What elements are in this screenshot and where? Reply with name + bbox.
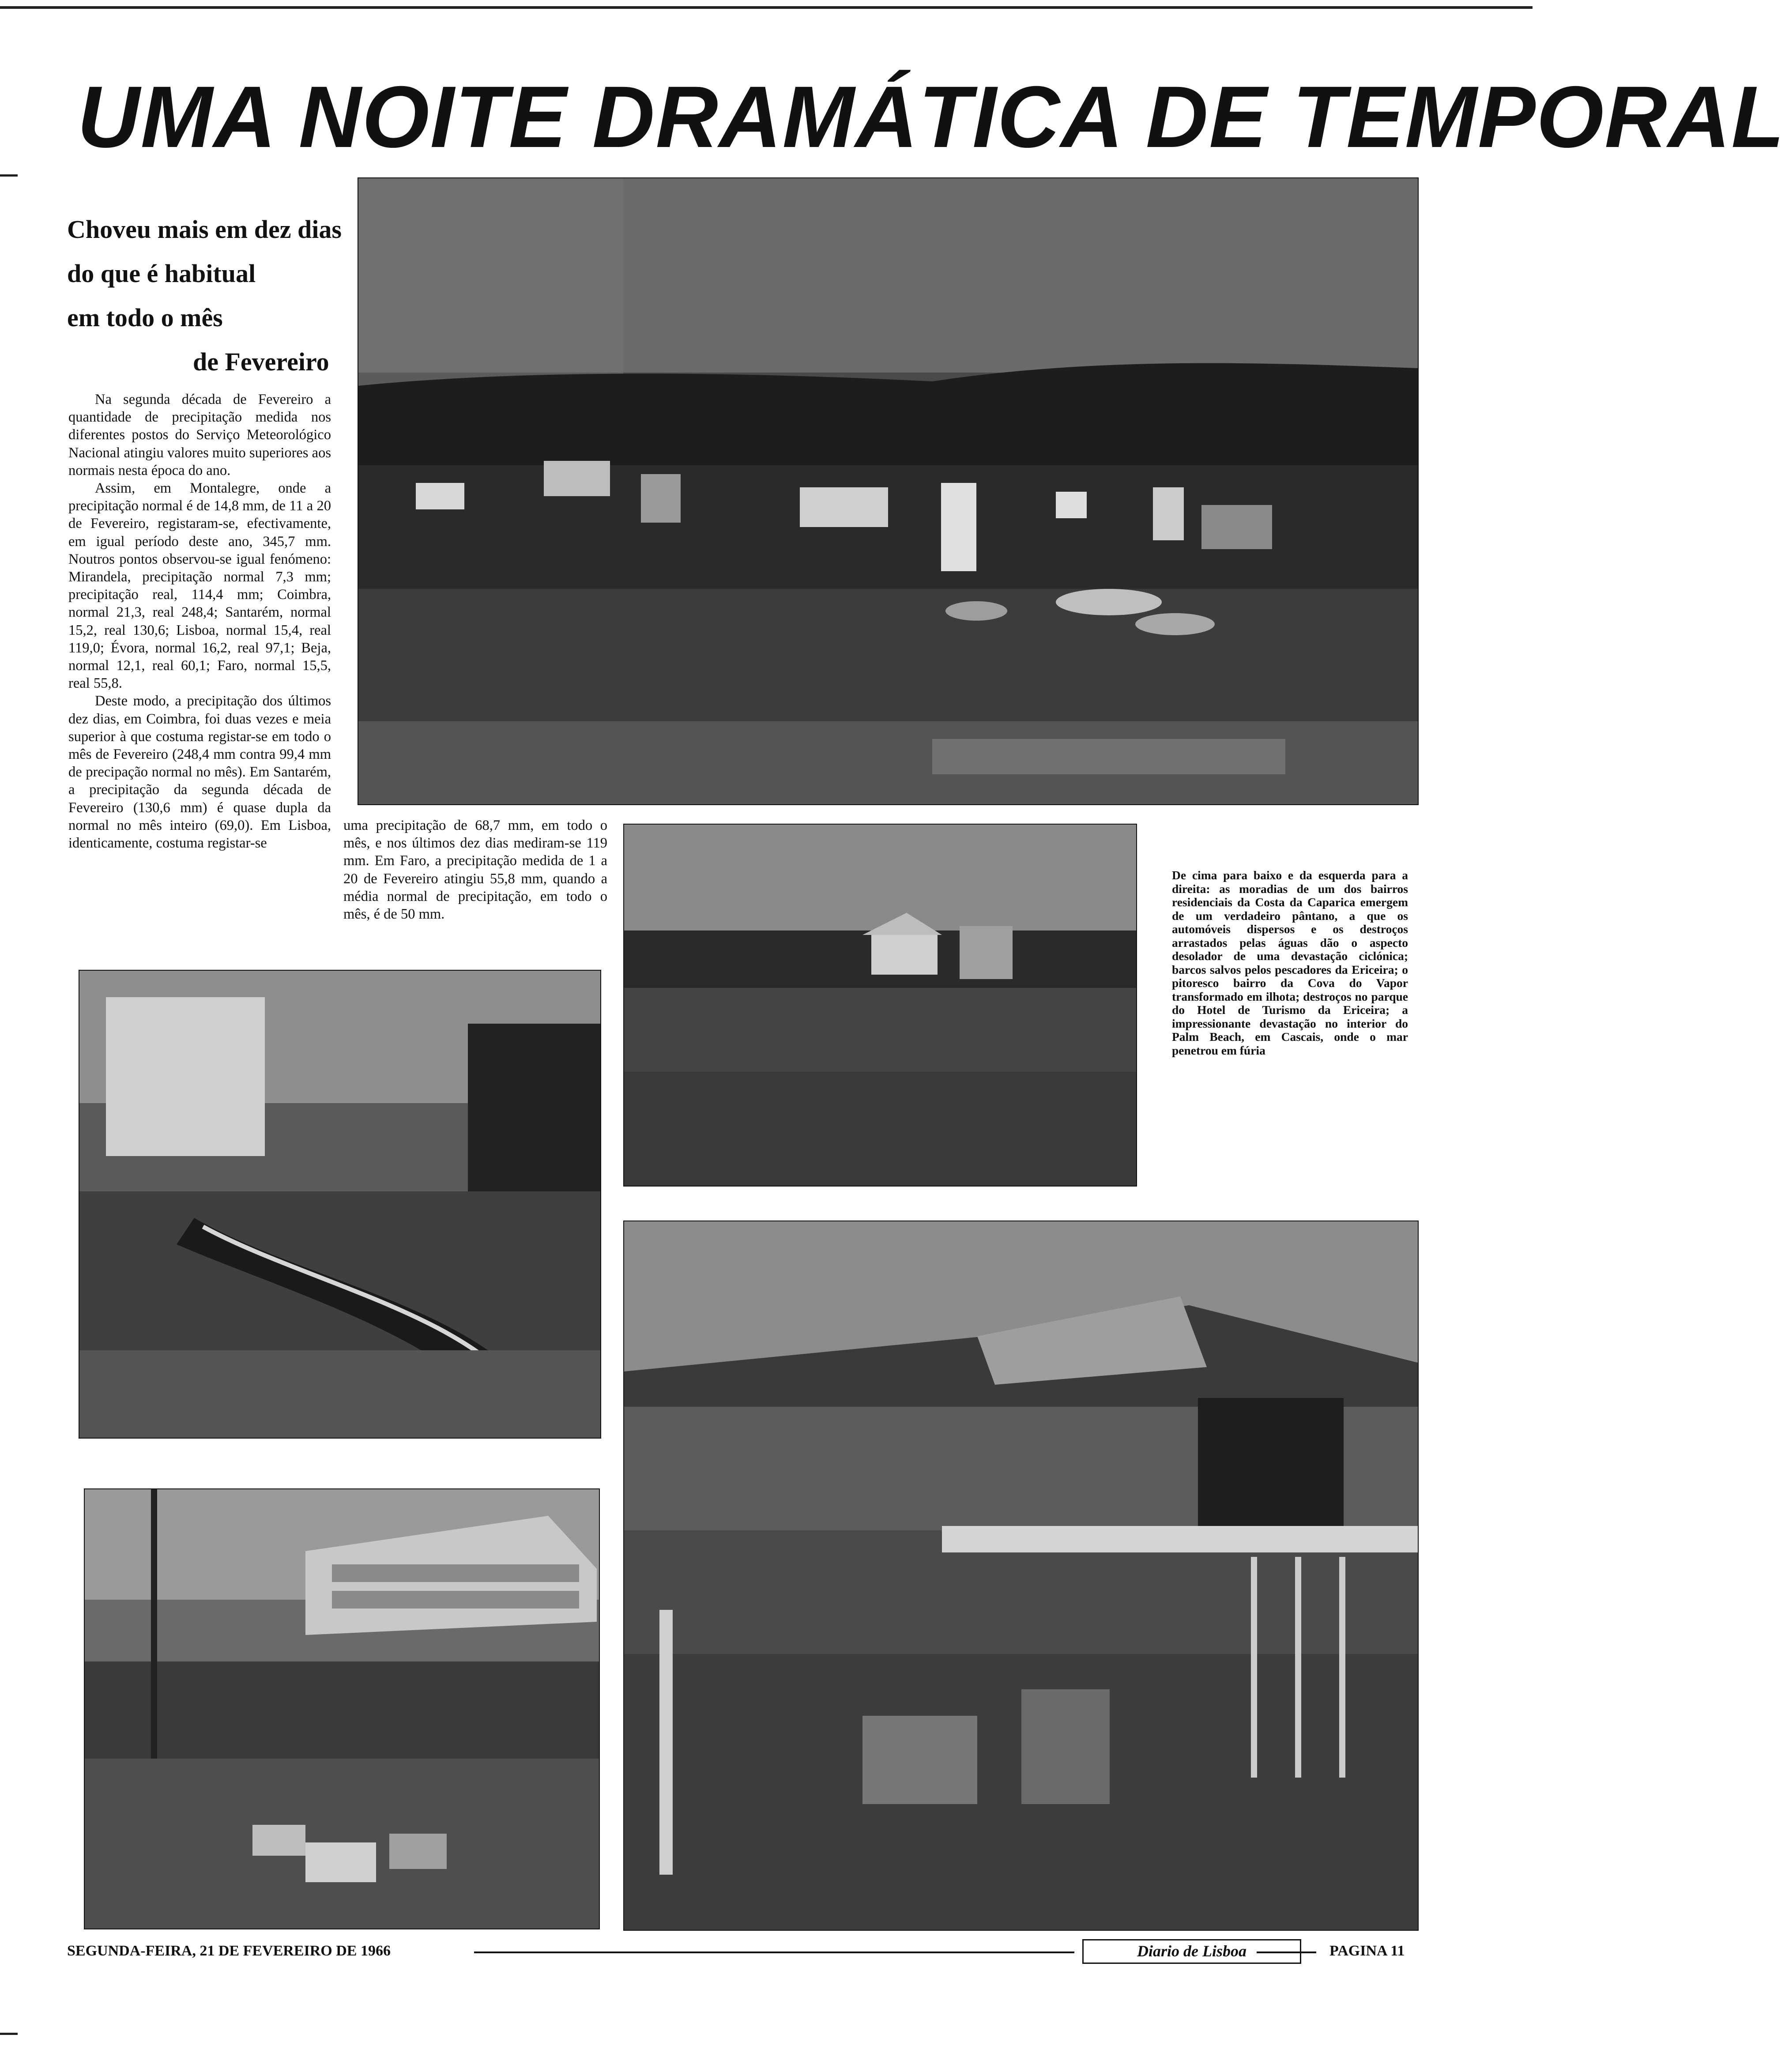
- article-paragraph: Assim, em Montalegre, onde a precipitação normal é de 14,8 mm, de 11 a 20 de Fevereiro, registaram-se, efectivamente, em igual período deste ano, 345,7 mm. Noutros pontos observou-se igual fenómeno: Mirandela, precipitação normal 7,3 mm; precipitação real, 114,4 mm; Coimbra, normal 21,3, real 248,4; Santarém, normal 15,2, real 130,6; Lisboa, normal 15,4, real 119,0; Évora, normal 16,2, real 97,1; Beja, normal 12,1, real 60,1; Faro, normal 15,5, real 55,8.: [68, 480, 331, 692]
- page-number: PAGINA 11: [1329, 1943, 1405, 1959]
- margin-mark: [0, 174, 18, 177]
- subhead-line: Choveu mais em dez dias: [67, 215, 342, 244]
- photo-palm-beach: [623, 1221, 1419, 1931]
- article-column-1: [68, 391, 331, 852]
- photo-cova-do-vapor: [623, 824, 1137, 1187]
- photo-hotel-ericeira: [84, 1488, 600, 1929]
- margin-mark: [0, 2033, 18, 2035]
- publication-date: SEGUNDA-FEIRA, 21 DE FEVEREIRO DE 1966: [67, 1943, 391, 1959]
- subhead-line: em todo o mês: [67, 303, 223, 332]
- photo-flooded-houses-image: [358, 178, 1418, 804]
- top-border: [0, 6, 1533, 9]
- headline: UMA NOITE DRAMÁTICA DE TEMPORAL: [77, 68, 1785, 166]
- footer-rule: [474, 1951, 1074, 1953]
- photo-ericeira-boats: [79, 970, 601, 1439]
- article-paragraph: Deste modo, a precipitação dos últimos dez dias, em Coimbra, foi duas vezes e meia superior à que costuma registar-se em todo o mês de Fevereiro (248,4 mm contra 99,4 mm de precipação normal no mês). Em Santarém, a precipitação da segunda década de Fevereiro (130,6 mm) é quase dupla da normal no mês inteiro (69,0). Em Lisboa, identicamente, costuma registar-se: [68, 693, 331, 851]
- masthead-logo: Diario de Lisboa: [1082, 1939, 1301, 1964]
- photo-cova-do-vapor-image: [624, 825, 1136, 1186]
- subheadline: [67, 207, 342, 384]
- subhead-line: do que é habitual: [67, 259, 256, 288]
- article-column-2: [343, 817, 607, 923]
- photo-palm-beach-image: [624, 1221, 1418, 1930]
- page-footer: [67, 1939, 1427, 1966]
- article-paragraph: Na segunda década de Fevereiro a quantidade de precipitação medida nos diferentes postos do Serviço Meteorológico Nacional atingiu valores muito superiores aos normais nesta época do ano.: [68, 392, 331, 478]
- photo-caption: De cima para baixo e da esquerda para a direita: as moradias de um dos bairros residenciais da Costa da Caparica emergem de um verdadeiro pântano, a que os automóveis dispersos e os destroços arrastados pelas águas dão o aspecto desolador de uma devastação ciclónica; barcos salvos pelos pescadores da Ericeira; o pitoresco bairro da Cova do Vapor transformado em ilhota; destroços no parque do Hotel de Turismo da Ericeira; a impressionante devastação no interior do Palm Beach, em Cascais, onde o mar penetrou em fúria: [1172, 868, 1408, 1057]
- footer-rule: [1257, 1951, 1316, 1953]
- article-paragraph: uma precipitação de 68,7 mm, em todo o mês, e nos últimos dez dias mediram-se 119 mm. Em Faro, a precipitação medida de 1 a 20 de Fevereiro atingiu 55,8 mm, quando a média normal de precipitação, em todo o mês, é de 50 mm.: [343, 817, 607, 923]
- photo-flooded-houses: [358, 177, 1419, 805]
- photo-hotel-ericeira-image: [85, 1489, 599, 1929]
- subhead-line: de Fevereiro: [193, 347, 329, 376]
- photo-ericeira-boats-image: [79, 971, 600, 1438]
